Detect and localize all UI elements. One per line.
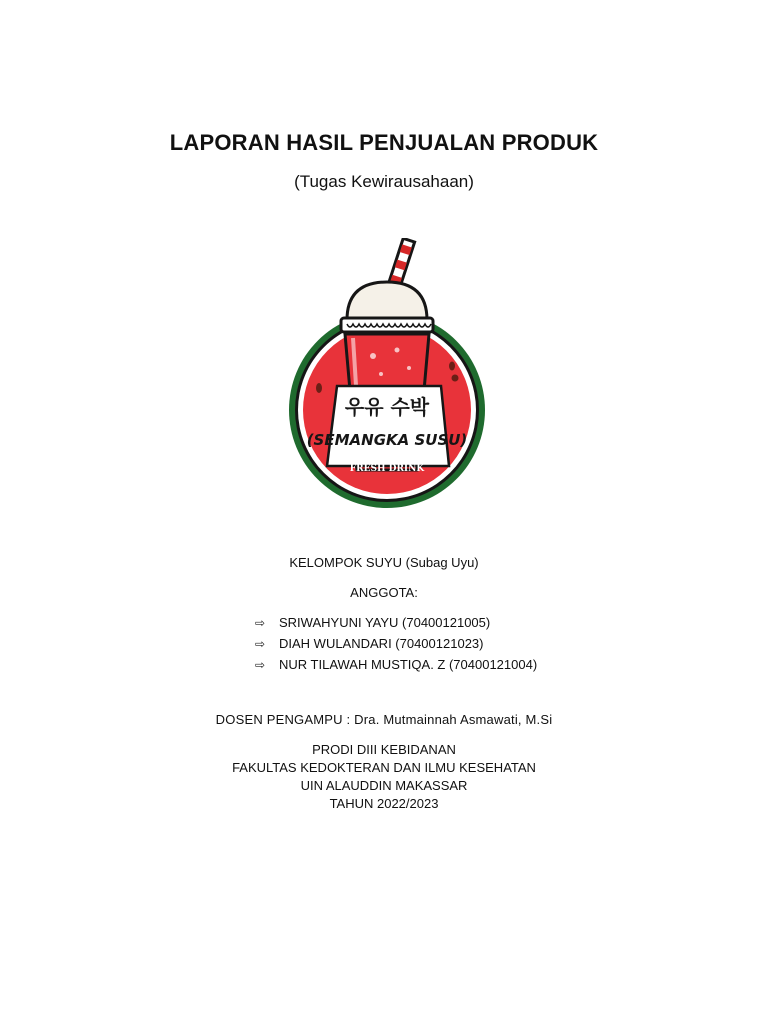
program-name: PRODI DIII KEBIDANAN <box>312 742 456 757</box>
member-name: DIAH WULANDARI (70400121023) <box>279 636 484 651</box>
lecturer-line: DOSEN PENGAMPU : Dra. Mutmainnah Asmawati, M.Si <box>215 712 553 727</box>
document-subtitle: (Tugas Kewirausahaan) <box>294 172 474 191</box>
document-title: LAPORAN HASIL PENJUALAN PRODUK <box>169 130 599 155</box>
member-name: SRIWAHYUNI YAYU (70400121005) <box>279 615 491 630</box>
logo-brand-name: (SEMANGKA SUSU) <box>306 431 468 449</box>
list-item <box>255 633 537 654</box>
logo-korean-text: 우유 수박 <box>344 395 430 419</box>
institution-block <box>0 741 768 813</box>
seed <box>316 383 322 393</box>
logo-tagline: FRESH DRINK <box>349 464 425 474</box>
right-arrow-outline-icon: ⇨ <box>255 657 266 672</box>
list-item <box>255 654 537 675</box>
academic-year: TAHUN 2022/2023 <box>329 796 439 811</box>
list-item <box>255 612 537 633</box>
members-label: ANGGOTA: <box>350 585 418 600</box>
member-name: NUR TILAWAH MUSTIQA. Z (70400121004) <box>279 657 538 672</box>
group-name: KELOMPOK SUYU (Subag Uyu) <box>289 555 479 570</box>
member-list <box>255 612 537 675</box>
cup-lid <box>347 282 427 320</box>
seed <box>452 375 459 382</box>
university-name: UIN ALAUDDIN MAKASSAR <box>300 778 468 793</box>
semangka-susu-logo <box>277 238 497 510</box>
right-arrow-outline-icon: ⇨ <box>255 615 266 630</box>
right-arrow-outline-icon: ⇨ <box>255 636 266 651</box>
faculty-name: FAKULTAS KEDOKTERAN DAN ILMU KESEHATAN <box>232 760 536 775</box>
seed <box>449 362 455 371</box>
